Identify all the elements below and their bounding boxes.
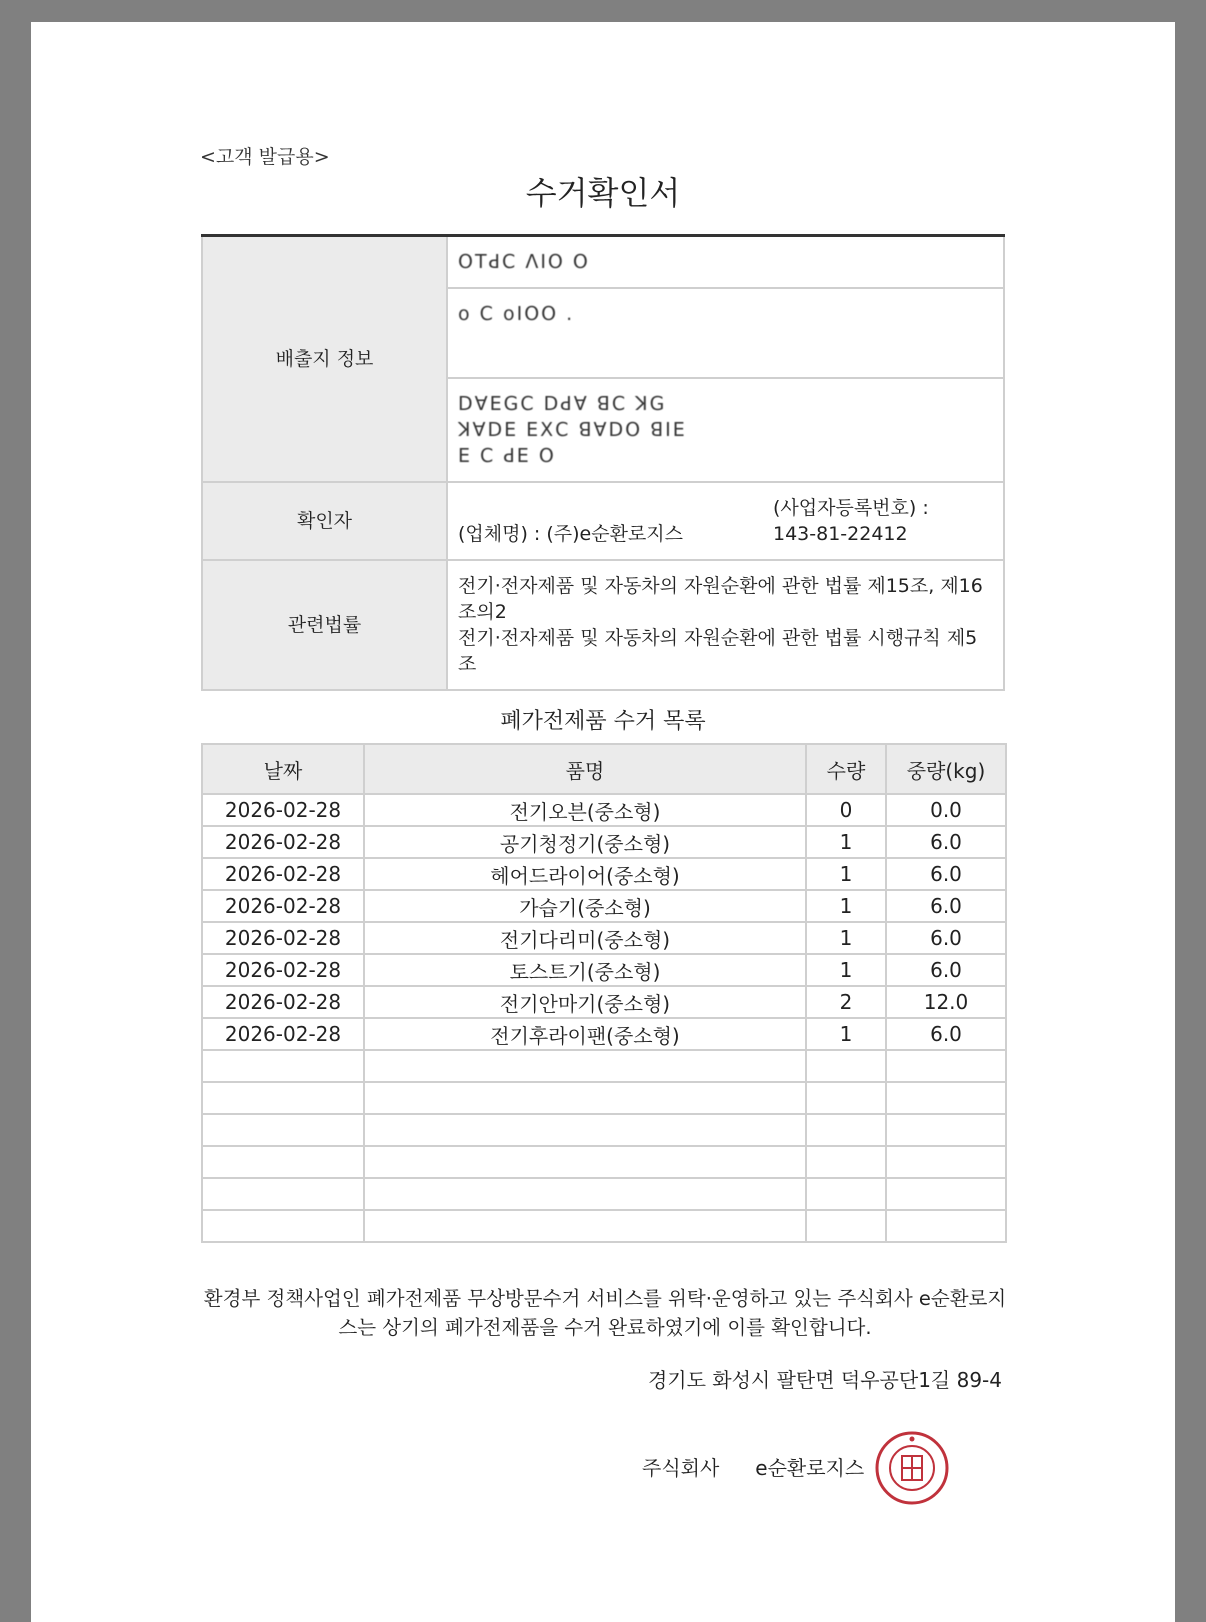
confirmation-statement: 환경부 정책사업인 폐가전제품 무상방문수거 서비스를 위탁·운영하고 있는 주식회사 e순환로지스는 상기의 폐가전제품을 수거 완료하였기에 이를 확인합니다. <box>203 1287 1007 1339</box>
date-cell <box>202 1050 364 1082</box>
item-name-cell: 가습기(중소형) <box>364 890 806 922</box>
discharge-address-line: ꓓꓯꓰꓖꓚ ꓓꓒꓯ ꓭꓚ ꓘꓖ <box>458 393 667 415</box>
law-line: 전기·전자제품 및 자동차의 자원순환에 관한 법률 제15조, 제16조의2 <box>458 575 983 623</box>
quantity-cell: 1 <box>806 954 886 986</box>
date-cell <box>202 1082 364 1114</box>
quantity-cell: 2 <box>806 986 886 1018</box>
header-item-name: 품명 <box>364 744 806 794</box>
weight-cell: 6.0 <box>886 1018 1006 1050</box>
quantity-cell: 1 <box>806 1018 886 1050</box>
item-name-cell: 전기다리미(중소형) <box>364 922 806 954</box>
business-number-label: (사업자등록번호) : <box>773 497 929 519</box>
table-row <box>202 858 1006 890</box>
date-cell <box>202 1210 364 1242</box>
quantity-cell: 0 <box>806 794 886 826</box>
item-name-cell <box>364 1114 806 1146</box>
item-name-cell <box>364 1210 806 1242</box>
date-cell <box>202 1146 364 1178</box>
table-row-empty <box>202 1050 1006 1082</box>
weight-cell <box>886 1146 1006 1178</box>
weight-cell: 0.0 <box>886 794 1006 826</box>
item-name-cell <box>364 1146 806 1178</box>
discharge-name-cell <box>447 236 1004 289</box>
company-prefix: 주식회사 <box>642 1456 720 1480</box>
company-name: (업체명) : (주)e순환로지스 <box>458 523 684 545</box>
signature-line <box>642 1452 864 1481</box>
business-number-block <box>773 495 993 547</box>
date-cell: 2026-02-28 <box>202 890 364 922</box>
document-title: 수거확인서 <box>525 174 681 212</box>
item-name-cell <box>364 1082 806 1114</box>
discharge-address-line: ꓘꓯꓓꓰ ꓰꓫꓚ ꓭꓯꓓꓳ ꓭꓲꓰ <box>458 419 687 441</box>
quantity-cell: 1 <box>806 922 886 954</box>
quantity-cell <box>806 1178 886 1210</box>
weight-cell: 6.0 <box>886 922 1006 954</box>
weight-cell: 6.0 <box>886 890 1006 922</box>
quantity-cell <box>806 1114 886 1146</box>
discharge-address-line: ꓰ ꓚ ꓒꓰ ꓳ <box>458 445 556 467</box>
discharge-contact-cell <box>447 288 1004 378</box>
date-cell: 2026-02-28 <box>202 986 364 1018</box>
business-number: 143-81-22412 <box>773 523 908 545</box>
table-row <box>202 1018 1006 1050</box>
table-row <box>202 890 1006 922</box>
discharge-name-redacted: ꓳꓔꓒꓚ ꓥꓲꓳ ꓳ <box>458 251 590 273</box>
weight-cell <box>886 1178 1006 1210</box>
date-cell <box>202 1178 364 1210</box>
company-seal-icon <box>874 1430 950 1506</box>
header-quantity: 수량 <box>806 744 886 794</box>
company-address: 경기도 화성시 팔탄면 덕우공단1길 89-4 <box>647 1368 1002 1392</box>
item-name-cell: 전기후라이팬(중소형) <box>364 1018 806 1050</box>
discharge-address-cell <box>447 378 1004 482</box>
date-cell: 2026-02-28 <box>202 922 364 954</box>
table-row-empty <box>202 1082 1006 1114</box>
table-header-row <box>202 744 1006 794</box>
table-row <box>202 986 1006 1018</box>
weight-cell: 6.0 <box>886 954 1006 986</box>
table-row-empty <box>202 1114 1006 1146</box>
item-name-cell: 전기오븐(중소형) <box>364 794 806 826</box>
weight-cell <box>886 1082 1006 1114</box>
confirmer-label: 확인자 <box>202 482 447 560</box>
table-row <box>202 922 1006 954</box>
table-row-empty <box>202 1210 1006 1242</box>
issue-label: <고객 발급용> <box>200 146 330 168</box>
weight-cell: 6.0 <box>886 858 1006 890</box>
item-name-cell: 전기안마기(중소형) <box>364 986 806 1018</box>
seal-dot <box>910 1437 915 1442</box>
quantity-cell: 1 <box>806 858 886 890</box>
item-name-cell: 공기청정기(중소형) <box>364 826 806 858</box>
company-name-signature: e순환로지스 <box>755 1456 865 1480</box>
date-cell <box>202 1114 364 1146</box>
quantity-cell: 1 <box>806 890 886 922</box>
quantity-cell <box>806 1082 886 1114</box>
collection-list-title: 폐가전제품 수거 목록 <box>500 709 706 734</box>
confirmer-cell <box>447 482 1004 560</box>
collection-list-table <box>201 743 1007 1243</box>
date-cell: 2026-02-28 <box>202 826 364 858</box>
item-name-cell: 토스트기(중소형) <box>364 954 806 986</box>
item-name-cell <box>364 1050 806 1082</box>
header-weight: 중량(kg) <box>886 744 1006 794</box>
item-name-cell <box>364 1178 806 1210</box>
law-cell <box>447 560 1004 690</box>
date-cell: 2026-02-28 <box>202 1018 364 1050</box>
quantity-cell: 1 <box>806 826 886 858</box>
table-row <box>202 826 1006 858</box>
table-row <box>202 954 1006 986</box>
weight-cell <box>886 1210 1006 1242</box>
weight-cell <box>886 1050 1006 1082</box>
weight-cell: 12.0 <box>886 986 1006 1018</box>
weight-cell: 6.0 <box>886 826 1006 858</box>
header-date: 날짜 <box>202 744 364 794</box>
law-line: 전기·전자제품 및 자동차의 자원순환에 관한 법률 시행규칙 제5조 <box>458 627 978 675</box>
law-label: 관련법률 <box>202 560 447 690</box>
table-row-empty <box>202 1146 1006 1178</box>
info-table <box>201 234 1005 691</box>
date-cell: 2026-02-28 <box>202 794 364 826</box>
quantity-cell <box>806 1146 886 1178</box>
weight-cell <box>886 1114 1006 1146</box>
quantity-cell <box>806 1210 886 1242</box>
quantity-cell <box>806 1050 886 1082</box>
table-row-empty <box>202 1178 1006 1210</box>
table-row <box>202 794 1006 826</box>
date-cell: 2026-02-28 <box>202 858 364 890</box>
item-name-cell: 헤어드라이어(중소형) <box>364 858 806 890</box>
discharge-info-label: 배출지 정보 <box>202 236 447 483</box>
discharge-contact-redacted: o ꓚ oꓲꓳꓳ . <box>458 303 575 325</box>
date-cell: 2026-02-28 <box>202 954 364 986</box>
